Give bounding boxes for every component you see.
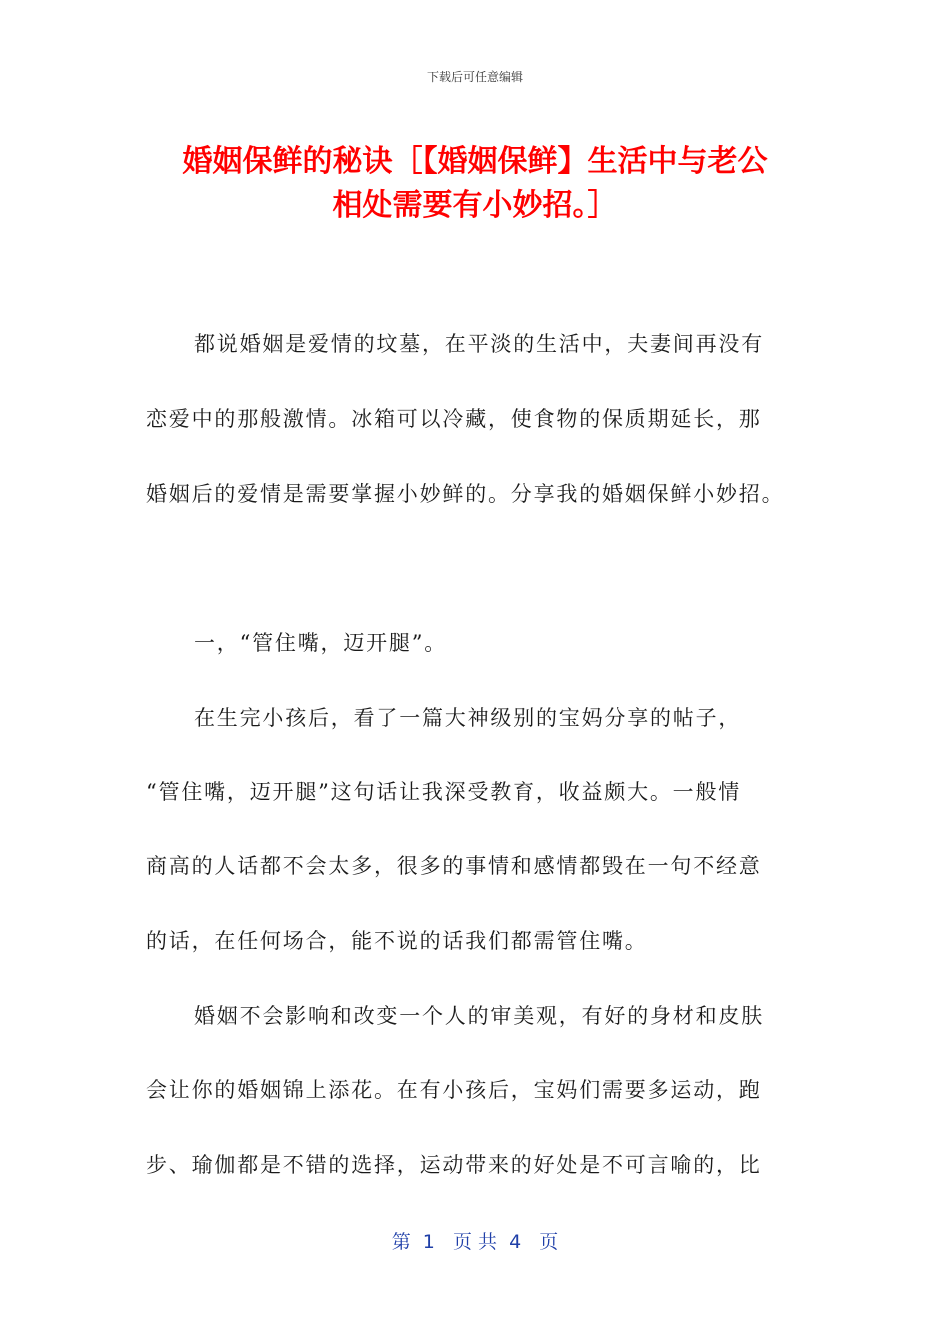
paragraph-2-line-3: 商高的人话都不会太多，很多的事情和感情都毁在一句不经意 bbox=[146, 854, 762, 878]
section-heading-1: 一，“管住嘴，迈开腿”。 bbox=[194, 631, 448, 655]
page-number-footer: 第 1 页 共 4 页 bbox=[391, 1231, 559, 1253]
title-line-1: 婚姻保鲜的秘诀［【婚姻保鲜】生活中与老公 bbox=[182, 144, 768, 179]
paragraph-2-line-4: 的话，在任何场合，能不说的话我们都需管住嘴。 bbox=[146, 929, 648, 953]
document-title bbox=[140, 140, 810, 228]
paragraph-1-line-3: 婚姻后的爱情是需要掌握小妙鲜的。分享我的婚姻保鲜小妙招。 bbox=[146, 482, 785, 506]
paragraph-2-line-1: 在生完小孩后，看了一篇大神级别的宝妈分享的帖子， bbox=[194, 706, 742, 730]
paragraph-3-line-2: 会让你的婚姻锦上添花。在有小孩后，宝妈们需要多运动，跑 bbox=[146, 1078, 762, 1102]
paragraph-1-line-1: 都说婚姻是爱情的坟墓，在平淡的生活中，夫妻间再没有 bbox=[194, 332, 764, 356]
page-header-note: 下载后可任意编辑 bbox=[426, 70, 523, 84]
paragraph-3-line-3: 步、瑜伽都是不错的选择，运动带来的好处是不可言喻的，比 bbox=[146, 1153, 762, 1177]
paragraph-1-line-2: 恋爱中的那般激情。冰箱可以冷藏，使食物的保质期延长，那 bbox=[146, 407, 762, 431]
paragraph-2-line-2: “管住嘴，迈开腿”这句话让我深受教育，收益颇大。一般情 bbox=[146, 780, 742, 804]
paragraph-3-line-1: 婚姻不会影响和改变一个人的审美观，有好的身材和皮肤 bbox=[194, 1004, 764, 1028]
title-line-2: 相处需要有小妙招。］ bbox=[332, 188, 618, 223]
